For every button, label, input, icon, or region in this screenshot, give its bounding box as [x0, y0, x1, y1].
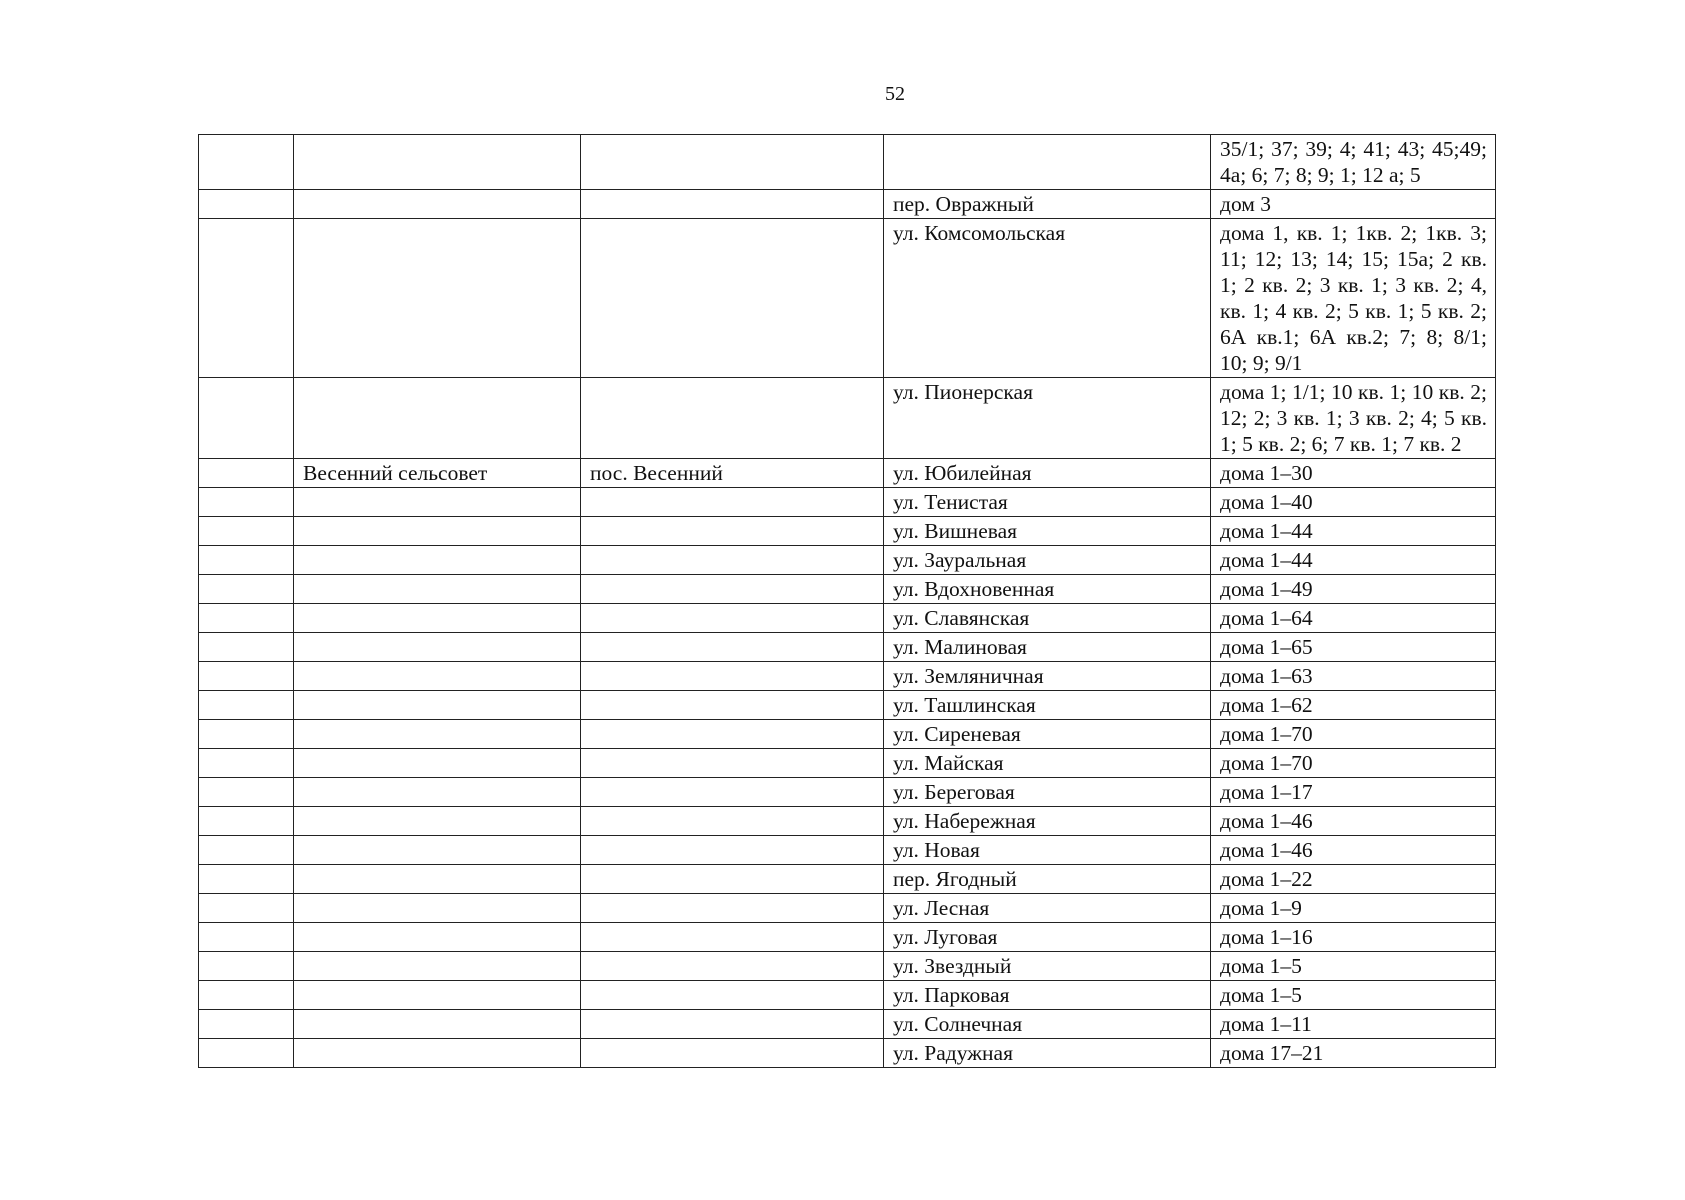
settlement-cell [581, 894, 884, 923]
settlement-cell [581, 604, 884, 633]
row-number-cell [199, 219, 294, 378]
street-cell: ул. Парковая [884, 981, 1211, 1010]
street-cell: ул. Зауральная [884, 546, 1211, 575]
settlement-cell [581, 778, 884, 807]
street-cell: ул. Сиреневая [884, 720, 1211, 749]
street-cell: ул. Славянская [884, 604, 1211, 633]
houses-cell: дома 1, кв. 1; 1кв. 2; 1кв. 3; 11; 12; 13; 14; 15; 15а; 2 кв. 1; 2 кв. 2; 3 кв. 1; 3 кв. 2; 4, кв. 1; 4 кв. 2; 5 кв. 1; 5 кв. 2; 6А кв.1; 6А кв.2; 7; 8; 8/1; 10; 9; 9/1 [1211, 219, 1496, 378]
table-row [199, 981, 1496, 1010]
street-cell: ул. Пионерская [884, 378, 1211, 459]
row-number-cell [199, 190, 294, 219]
houses-cell: дома 1–64 [1211, 604, 1496, 633]
settlement-cell [581, 807, 884, 836]
row-number-cell [199, 865, 294, 894]
street-cell: ул. Майская [884, 749, 1211, 778]
table-row [199, 546, 1496, 575]
settlement-cell [581, 633, 884, 662]
settlement-cell [581, 488, 884, 517]
row-number-cell [199, 604, 294, 633]
table-row [199, 952, 1496, 981]
houses-cell: дом 3 [1211, 190, 1496, 219]
table-row [199, 691, 1496, 720]
row-number-cell [199, 807, 294, 836]
municipality-cell [294, 604, 581, 633]
municipality-cell [294, 778, 581, 807]
table-row [199, 604, 1496, 633]
address-table-body [199, 135, 1496, 1068]
street-cell: ул. Вишневая [884, 517, 1211, 546]
street-cell: ул. Малиновая [884, 633, 1211, 662]
municipality-cell [294, 378, 581, 459]
municipality-cell [294, 546, 581, 575]
settlement-cell [581, 1010, 884, 1039]
row-number-cell [199, 691, 294, 720]
table-row [199, 662, 1496, 691]
row-number-cell [199, 720, 294, 749]
row-number-cell [199, 459, 294, 488]
houses-cell: дома 1; 1/1; 10 кв. 1; 10 кв. 2; 12; 2; 3 кв. 1; 3 кв. 2; 4; 5 кв. 1; 5 кв. 2; 6; 7 кв. 1; 7 кв. 2 [1211, 378, 1496, 459]
table-row [199, 135, 1496, 190]
houses-cell: дома 1–16 [1211, 923, 1496, 952]
row-number-cell [199, 488, 294, 517]
street-cell: ул. Новая [884, 836, 1211, 865]
row-number-cell [199, 378, 294, 459]
settlement-cell [581, 517, 884, 546]
street-cell: ул. Юбилейная [884, 459, 1211, 488]
row-number-cell [199, 836, 294, 865]
table-row [199, 836, 1496, 865]
address-table [198, 134, 1496, 1068]
municipality-cell [294, 662, 581, 691]
street-cell: ул. Звездный [884, 952, 1211, 981]
settlement-cell [581, 135, 884, 190]
houses-cell: дома 1–62 [1211, 691, 1496, 720]
municipality-cell [294, 1039, 581, 1068]
municipality-cell [294, 219, 581, 378]
settlement-cell [581, 1039, 884, 1068]
settlement-cell [581, 981, 884, 1010]
table-row [199, 517, 1496, 546]
street-cell: ул. Лесная [884, 894, 1211, 923]
municipality-cell [294, 865, 581, 894]
houses-cell: дома 1–11 [1211, 1010, 1496, 1039]
table-row [199, 778, 1496, 807]
row-number-cell [199, 1010, 294, 1039]
houses-cell: дома 1–70 [1211, 749, 1496, 778]
settlement-cell [581, 190, 884, 219]
row-number-cell [199, 981, 294, 1010]
street-cell: ул. Земляничная [884, 662, 1211, 691]
row-number-cell [199, 894, 294, 923]
municipality-cell [294, 488, 581, 517]
houses-cell: дома 1–44 [1211, 546, 1496, 575]
row-number-cell [199, 778, 294, 807]
table-row [199, 923, 1496, 952]
municipality-cell [294, 1010, 581, 1039]
table-row [199, 720, 1496, 749]
table-row [199, 190, 1496, 219]
settlement-cell [581, 546, 884, 575]
row-number-cell [199, 952, 294, 981]
street-cell: пер. Овражный [884, 190, 1211, 219]
settlement-cell [581, 378, 884, 459]
row-number-cell [199, 546, 294, 575]
settlement-cell [581, 749, 884, 778]
municipality-cell [294, 720, 581, 749]
settlement-cell [581, 952, 884, 981]
table-row [199, 378, 1496, 459]
municipality-cell [294, 981, 581, 1010]
table-row [199, 1039, 1496, 1068]
houses-cell: дома 1–17 [1211, 778, 1496, 807]
row-number-cell [199, 633, 294, 662]
street-cell: ул. Ташлинская [884, 691, 1211, 720]
page-number: 52 [885, 83, 905, 105]
street-cell: ул. Луговая [884, 923, 1211, 952]
table-row [199, 488, 1496, 517]
houses-cell: дома 17–21 [1211, 1039, 1496, 1068]
houses-cell: дома 1–49 [1211, 575, 1496, 604]
municipality-cell [294, 836, 581, 865]
houses-cell: дома 1–70 [1211, 720, 1496, 749]
street-cell: ул. Радужная [884, 1039, 1211, 1068]
municipality-cell [294, 749, 581, 778]
houses-cell: дома 1–63 [1211, 662, 1496, 691]
row-number-cell [199, 1039, 294, 1068]
row-number-cell [199, 575, 294, 604]
settlement-cell [581, 662, 884, 691]
settlement-cell: пос. Весенний [581, 459, 884, 488]
street-cell: ул. Береговая [884, 778, 1211, 807]
municipality-cell [294, 575, 581, 604]
street-cell: ул. Тенистая [884, 488, 1211, 517]
municipality-cell: Весенний сельсовет [294, 459, 581, 488]
municipality-cell [294, 691, 581, 720]
row-number-cell [199, 662, 294, 691]
houses-cell: 35/1; 37; 39; 4; 41; 43; 45;49; 4а; 6; 7; 8; 9; 1; 12 а; 5 [1211, 135, 1496, 190]
houses-cell: дома 1–5 [1211, 981, 1496, 1010]
houses-cell: дома 1–65 [1211, 633, 1496, 662]
municipality-cell [294, 952, 581, 981]
municipality-cell [294, 894, 581, 923]
table-row [199, 894, 1496, 923]
row-number-cell [199, 923, 294, 952]
street-cell: ул. Комсомольская [884, 219, 1211, 378]
houses-cell: дома 1–9 [1211, 894, 1496, 923]
houses-cell: дома 1–5 [1211, 952, 1496, 981]
table-row [199, 807, 1496, 836]
municipality-cell [294, 807, 581, 836]
municipality-cell [294, 517, 581, 546]
houses-cell: дома 1–46 [1211, 807, 1496, 836]
settlement-cell [581, 865, 884, 894]
street-cell: пер. Ягодный [884, 865, 1211, 894]
settlement-cell [581, 836, 884, 865]
houses-cell: дома 1–30 [1211, 459, 1496, 488]
municipality-cell [294, 633, 581, 662]
houses-cell: дома 1–46 [1211, 836, 1496, 865]
settlement-cell [581, 575, 884, 604]
settlement-cell [581, 720, 884, 749]
street-cell: ул. Вдохновенная [884, 575, 1211, 604]
table-row [199, 219, 1496, 378]
settlement-cell [581, 923, 884, 952]
table-row [199, 459, 1496, 488]
table-row [199, 575, 1496, 604]
municipality-cell [294, 135, 581, 190]
table-row [199, 633, 1496, 662]
street-cell: ул. Набережная [884, 807, 1211, 836]
street-cell [884, 135, 1211, 190]
houses-cell: дома 1–44 [1211, 517, 1496, 546]
table-row [199, 749, 1496, 778]
houses-cell: дома 1–22 [1211, 865, 1496, 894]
settlement-cell [581, 691, 884, 720]
row-number-cell [199, 517, 294, 546]
settlement-cell [581, 219, 884, 378]
table-row [199, 1010, 1496, 1039]
street-cell: ул. Солнечная [884, 1010, 1211, 1039]
row-number-cell [199, 749, 294, 778]
houses-cell: дома 1–40 [1211, 488, 1496, 517]
municipality-cell [294, 923, 581, 952]
row-number-cell [199, 135, 294, 190]
table-row [199, 865, 1496, 894]
municipality-cell [294, 190, 581, 219]
